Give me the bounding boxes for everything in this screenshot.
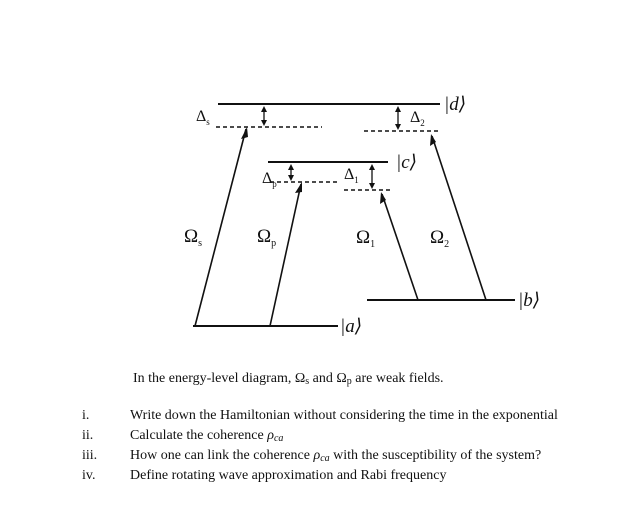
level-b-label: |b⟩ [518,290,541,311]
level-c-label: |c⟩ [396,152,418,173]
field-1-label: $\Omega_1$ [356,227,376,250]
transition-omega-1 [382,194,418,300]
field-p-label: $\Omega_p$ [257,226,277,249]
intro-sentence [133,371,444,387]
question-text: Calculate the coherence $\rho_{ca}$ [130,428,284,444]
arrowhead-omega-p [295,182,302,193]
rho-symbol: ρ [267,428,274,443]
intro-omega-p: Ω [336,371,347,386]
intro-omega-p-sub: p [346,376,352,387]
question-list [82,408,622,488]
question-number: ii. [82,428,94,443]
detuning-2-label: $\Delta_2$ [410,109,425,128]
question-number: iii. [82,448,98,463]
question-text: Write down the Hamiltonian without considering the time in the exponential [130,408,558,423]
intro-text-after: are weak fields. [351,371,444,386]
transition-omega-s [195,129,246,326]
detuning-arrowtip-p-up [288,164,294,170]
rho-subscript: ca [320,453,330,464]
detuning-arrowtip-2-down [395,124,401,130]
detuning-1-label: $\Delta_1$ [344,166,359,185]
question-item [82,428,622,448]
transition-omega-2 [432,136,486,300]
question-number: iv. [82,468,96,483]
detuning-p-label: $\Delta_p$ [262,170,277,189]
detuning-arrowtip-s-up [261,106,267,112]
detuning-arrowtip-1-up [369,164,375,170]
question-number: i. [82,408,90,423]
detuning-arrowtip-1-down [369,183,375,189]
detuning-arrowtip-p-down [288,175,294,181]
level-a-label: |a⟩ [340,316,363,337]
rho-subscript: ca [273,433,284,444]
transition-omega-p [270,184,301,326]
field-2-label: $\Omega_2$ [430,227,450,250]
detuning-arrowtip-s-down [261,120,267,126]
question-item [82,468,622,488]
field-s-label: $\Omega_s$ [184,226,203,249]
level-d-label: |d⟩ [444,94,467,115]
arrowhead-omega-s [241,127,248,139]
detuning-s-label: $\Delta_s$ [196,108,210,127]
question-text: Define rotating wave approximation and Rabi frequency [130,468,447,483]
rho-symbol: ρ [313,448,321,463]
intro-text-middle: and [309,371,337,386]
question-item [82,408,622,428]
intro-omega-s-sub: s [305,376,310,387]
intro-text-before: In the energy-level diagram, [133,371,295,386]
question-item [82,448,622,468]
detuning-arrowtip-2-up [395,106,401,112]
question-text: How one can link the coherence $\rho_{ca}$ with the susceptibility of the system? [130,448,542,464]
intro-omega-s: Ω [294,371,306,386]
